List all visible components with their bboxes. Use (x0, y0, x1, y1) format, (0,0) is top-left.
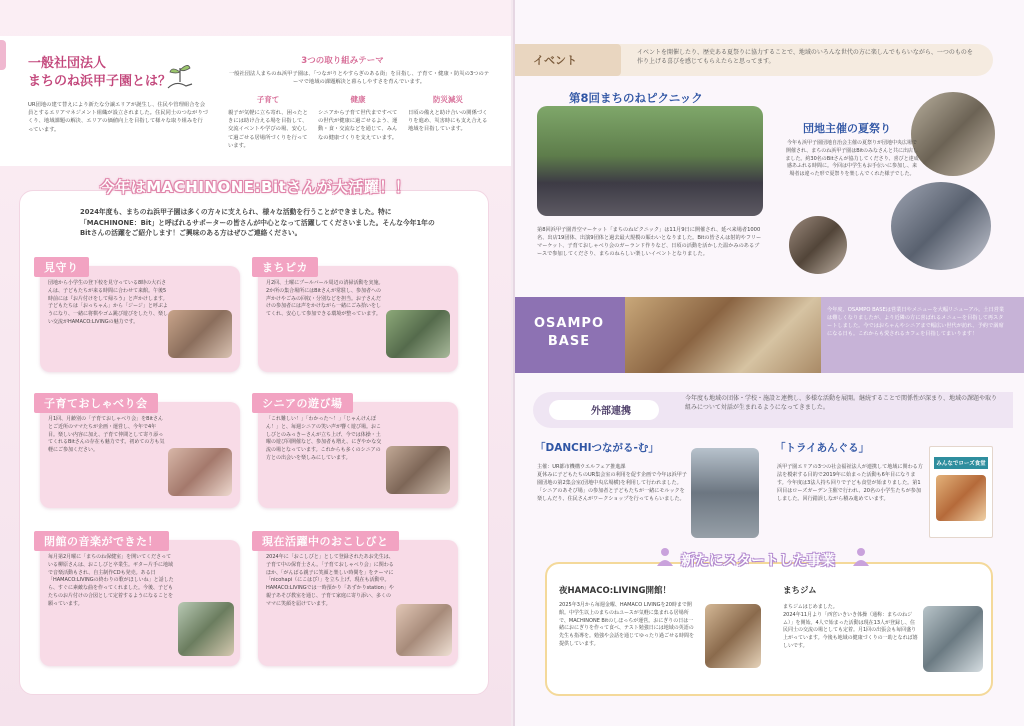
card-mimamori (40, 261, 240, 372)
external-label: 外部連携 (591, 406, 631, 417)
card-okoshibito-title: 現在活躍中のおこしびと (252, 531, 399, 551)
theme-health-name: 健康 (350, 95, 366, 104)
card-machipika (258, 261, 458, 372)
machipika-photo (386, 310, 450, 358)
card-okoshibito (258, 535, 458, 666)
themes-title: 3つの取り組みテーマ (301, 56, 384, 66)
figure-icon (653, 546, 677, 568)
intro-title-line1: 一般社団法人 (28, 56, 107, 71)
bit-lead: 2024年度も、まちのね浜甲子園は多くの方々に支えられ、様々な活動を行うことができました。特に「MACHINONE：Bit」と呼ばれるサポーターの皆さんが中心となって活躍してくださいました。そんな今年1年のBitさんの活躍をご紹介します！ご興味のある方はぜひご連絡ください。 (80, 208, 435, 238)
card-kosodate (40, 397, 240, 508)
event-label: イベント (513, 44, 621, 76)
hand-seedling-icon (160, 58, 200, 96)
card-mimamori-text: 団地から小学生の登下校を見守っている8時の大石さんは、子どもたちが来る時間に合わせて来館。午後5時前には『お片付けをして帰ろう』と声かけします。子どもたちは「おっちゃん」から「ジージ」と呼ぶようになり、一緒に将棋やゴム跳び遊びをしたり、楽しい交流がHAMACO:LIVINGの魅力です。 (48, 280, 169, 325)
themes-lead: 一般社団法人まちのね浜甲子園は、「つながりとやすらぎのある街」を目指し、子育て・健康・防災の3つのテーマで地域の課題解決と暮らしやすさを育んでいます。 (228, 71, 490, 86)
danchi-photo (691, 448, 759, 538)
bit-title: 今年はMACHINONE:Bitさんが大活躍！！ (99, 178, 411, 196)
tri-flyer-food (936, 475, 986, 521)
theme-disaster (408, 94, 488, 134)
figure-icon-2 (849, 546, 873, 568)
theme-child (228, 94, 308, 150)
event-lead: イベントを開催したり、歴史ある夏祭りに協力することで、地域のいろんな世代の方に楽しんでもらいながら、一つのものを作り上げる喜びを感じてもらえたらと思ってます。 (637, 49, 973, 66)
tri-flyer-title: みんなでローズ食堂 (934, 457, 988, 469)
newbiz-title: 新たにスタートした事業 (681, 553, 835, 569)
gym-title: まちジム (783, 586, 817, 596)
theme-child-name: 子育て (256, 95, 280, 104)
osampo-food-photo (625, 297, 821, 373)
card-music-text: 毎月第2月曜に「まちのね保健室」を開いてくださっている柳原さんは、おこしびと卒業生。ギター片手に地域で音楽活動もされ、自主制作CDも発売。ある日「HAMACO:LIVINGの終わりの歌がほしいね」と話したら、すぐに素敵な曲を作ってくれました。今後、子どもたちのお片付けの合図として定着するようになることを願っています。 (48, 554, 174, 607)
external-lead: 今年度も地域の団体・学校・施設と連携し、多様な活動を展開。継続することで関係性が深まり、地域の課題や取り組みについて対話が生まれるようになってきました。 (685, 395, 998, 412)
intro-body: UR団地の建て替えにより新たな分譲エリアが誕生し、住民や管理組合を会員とするエリアマネジメント組織が設立されました。住民同士のつながりづくり、地域課題の解決、エリアの価値向上を目指して様々な取り組みを行っています。 (28, 102, 208, 133)
tri-title: 「トライあんぐる」 (775, 442, 870, 454)
summer-photo-2 (891, 182, 991, 270)
card-machipika-title: まちピカ (252, 257, 318, 277)
left-page (0, 0, 511, 726)
okoshibito-photo (396, 604, 452, 656)
summer-photo-1 (911, 92, 995, 176)
theme-disaster-text: 日頃の備えと助け合いの関係づくりを進め、災害時にも支え合える地域を目指しています。 (408, 110, 488, 133)
card-music-title: 閉館の音楽ができた！ (34, 531, 169, 551)
card-senior (258, 397, 458, 508)
living-title: 夜HAMACO:LIVING開館！ (559, 586, 672, 596)
card-machipika-text: 月2回、土曜にプールバール周辺の清掃活動を実施。2か所の集合場所にはBitさんが常駐し、参加者への声かけやごみの回収・分別などを担当。お子さんだけの参加者には声をかけながら一緒にごみ拾いをしてくれ、安心して参加できる環境が整っています。 (266, 280, 384, 317)
osampo-title-line2: BASE (547, 333, 591, 349)
living-text: 2025年3月から毎週金曜、HAMACO LIVINGを20時まで開館。中学生以上のまちのねユースが気軽に集まれる居場所で、MACHINONE Bitのしほっちが運営。おにぎりの日は一緒におにぎりを作って食べ、テスト勉強日には地域の英語の先生も指導を。勉強や会話を通じてゆったり過ごせる時間を提供しています。 (559, 602, 694, 647)
picnic-title: 第8回まちのねピクニック (569, 91, 703, 105)
spine (513, 0, 515, 726)
card-senior-text: 「これ難しい！」「わかった～！」「じゃんけんぽん！」と、毎週シニアの笑い声が響く遊び場。おこしびとのみっきーさんが立ち上げ、今では体操・土曜の遊び回開催など、参加者も増え、にぎやかな交流の場となっています。これからも多くのシニアの方との出会いを楽しみにしています。 (266, 416, 382, 461)
card-mimamori-title: 見守り (34, 257, 89, 277)
card-kosodate-title: 子育ておしゃべり会 (34, 393, 158, 413)
card-okoshibito-text: 2024年に「おこしびと」として登録されたあお先生は、子育て中の保育士さん。「子育ておしゃべり会」に関わるほか、「がんばる親子に笑顔と楽しい時間を」をテーマに「nicohapi（にこはぴ）」を立ち上げ、現在も活動中。HAMACO:LIVINGでは一時預かり「あずかりstation」や親子あそび教室を通じ、子育て家庭に寄り添い、多くのママに笑顔を届けています。 (266, 554, 394, 607)
osampo-title-line1: OSAMPO (534, 316, 604, 331)
tri-text: 浜甲子園エリアの3つの社会福祉法人が連携して地域に関わる方法を模索する目的で2019年に始まった活動も6年目になります。今年度は3法人持ち回りで子ども食堂が始まりました。第1回目はローズガーデン主催で行われ、20名の小学生たちが参加しました。回行錯誤しながら積み進めています。 (777, 464, 923, 502)
theme-health-text: シニアから子育て世代まですべての世代が健康に過ごせるよう、運動・食・交流などを通じて、みんなの健康づくりを支えています。 (318, 110, 398, 141)
theme-child-text: 親子が気軽に立ち寄れ、困ったときには助け合える場を目指して、交流イベントや学びの場、安心して過ごせる居場所づくりを行っています。 (228, 110, 308, 149)
intro-title (28, 55, 171, 90)
mimamori-photo (168, 310, 232, 358)
osampo-text: 今年度、OSAMPO BASEは営業日やメニューを大幅リニューアル。土日営業は難しくなりましたが、より近隣の方に喜ばれるメニューを目指して再スタートしました。今ではおちゃんやシニアまで幅広い世代が訪れ、予約で満席になる日も。これからも愛されるカフェを目指してまいります！ (827, 307, 1005, 338)
corner-deco (0, 40, 6, 70)
danchi-title: 「DANCHIつながる-む」 (535, 442, 659, 454)
osampo-title (513, 315, 625, 350)
music-photo (178, 602, 234, 656)
summer-photo-3 (789, 216, 847, 274)
gym-text: まちジムはじめました。 2024年11月より「西宮いきいき体操（通称：まちのねジム）」を開始。4人で始まった活動は現在13人が登録し、住民同士の交流の場としても定着。月1回の出張会も毎回盛り上がっています。今後も地域の健康づくりの一助となれば嬉しいです。 (783, 604, 918, 649)
theme-health (318, 94, 398, 142)
kosodate-photo (168, 448, 232, 496)
right-page (513, 0, 1024, 726)
card-kosodate-text: 月1回、月齢別の「子育ておしゃべり会」をBitさんとご近所のママたちが企画・運営し、今年で4年目。楽しい内容に加え、子育て仲間として寄り添ってくれるBitさんの存在も魅力です。初めての方も気軽にご参加ください。 (48, 416, 165, 453)
senior-photo (386, 446, 450, 494)
summer-title: 団地主催の夏祭り (803, 122, 891, 135)
danchi-text: 主催：UR都市機構ウエルフェア推進課 夏休みに子どもたちのUR集会室の利用を促す企画で今年は浜甲子園団地の第2集会室(団地中央広場横)を利用して行われました。「シニアのあそび場」の参加者と子どもたちが一緒にモルックを楽しんだり、住民さんがワークショップを行ってもらいました。 (537, 464, 687, 502)
picnic-photo (537, 106, 763, 216)
theme-disaster-name: 防災減災 (433, 95, 463, 104)
summer-text: 今年も浜甲子園団地自治会主催の夏祭りが団地中央広場で開催され、まちのね浜甲子園はBitのみなさんと共に出店しました。約30名のBitさんが協力してくださり、喜びと達成感あふれる時間に。今回は中学生もお手伝いに参加し、来場者は違った形で夏祭りを楽しんでくれた様子でした。 (785, 140, 919, 177)
tri-flyer (929, 446, 993, 538)
card-senior-title: シニアの遊び場 (252, 393, 353, 413)
picnic-text: 第8回浜甲子園青空マーケット「まちのねピクニック」は11月9日に開催され、延べ来場者1000名、出店19団体、出演9団体と過去最大規模の賑わいとなりました。Bitの皆さんは射的やフリーマーケット、子育ておしゃべり会のガーランド作りなど、日頃の活動を活かした温かみのあるブースで参加してくださり、まちのねらしい楽しいイベントとなりました。 (537, 227, 762, 258)
intro-title-line2: まちのね浜甲子園とは？ (28, 73, 172, 89)
card-music (40, 535, 240, 666)
living-photo (705, 604, 761, 668)
gym-photo (923, 606, 983, 672)
